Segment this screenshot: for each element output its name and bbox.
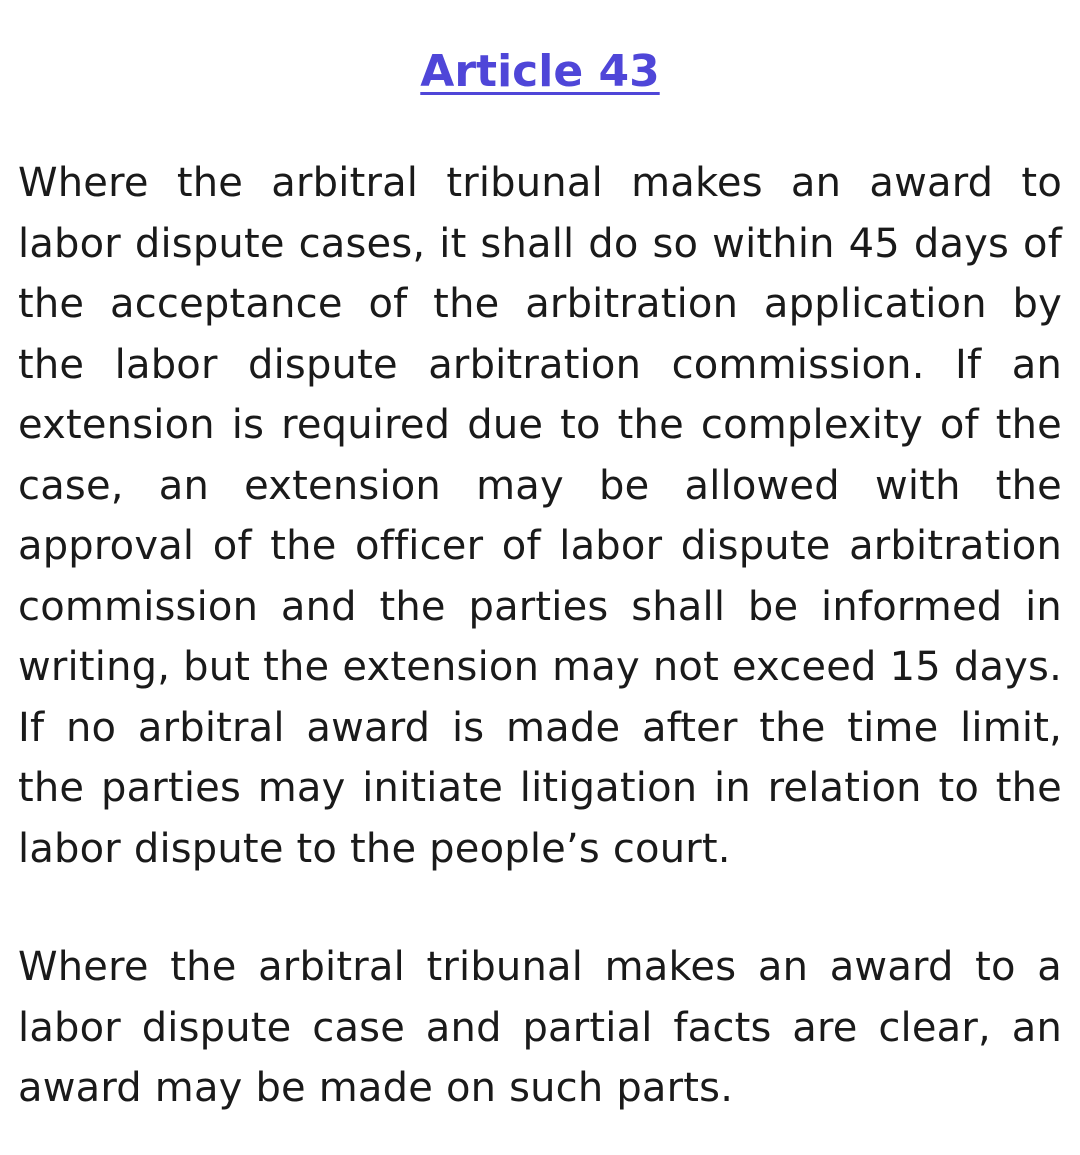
- article-paragraph-2: Where the arbitral tribunal makes an award to a labor dispute case and partial facts are clear, an award may be made on such parts.: [18, 944, 1062, 1111]
- article-title[interactable]: Article 43: [420, 46, 660, 97]
- article-paragraph-1: Where the arbitral tribunal makes an award to labor dispute cases, it shall do so within 45 days of the acceptance of the arbitration application by the labor dispute arbitration commission. If an extension is required due to the complexity of the case, an extension may be allowed with the approval of the officer of labor dispute arbitration commission and the parties shall be informed in writing, but the extension may not exceed 15 days. If no arbitral award is made after the time limit, the parties may initiate litigation in relation to the labor dispute to the people’s court.: [18, 160, 1062, 872]
